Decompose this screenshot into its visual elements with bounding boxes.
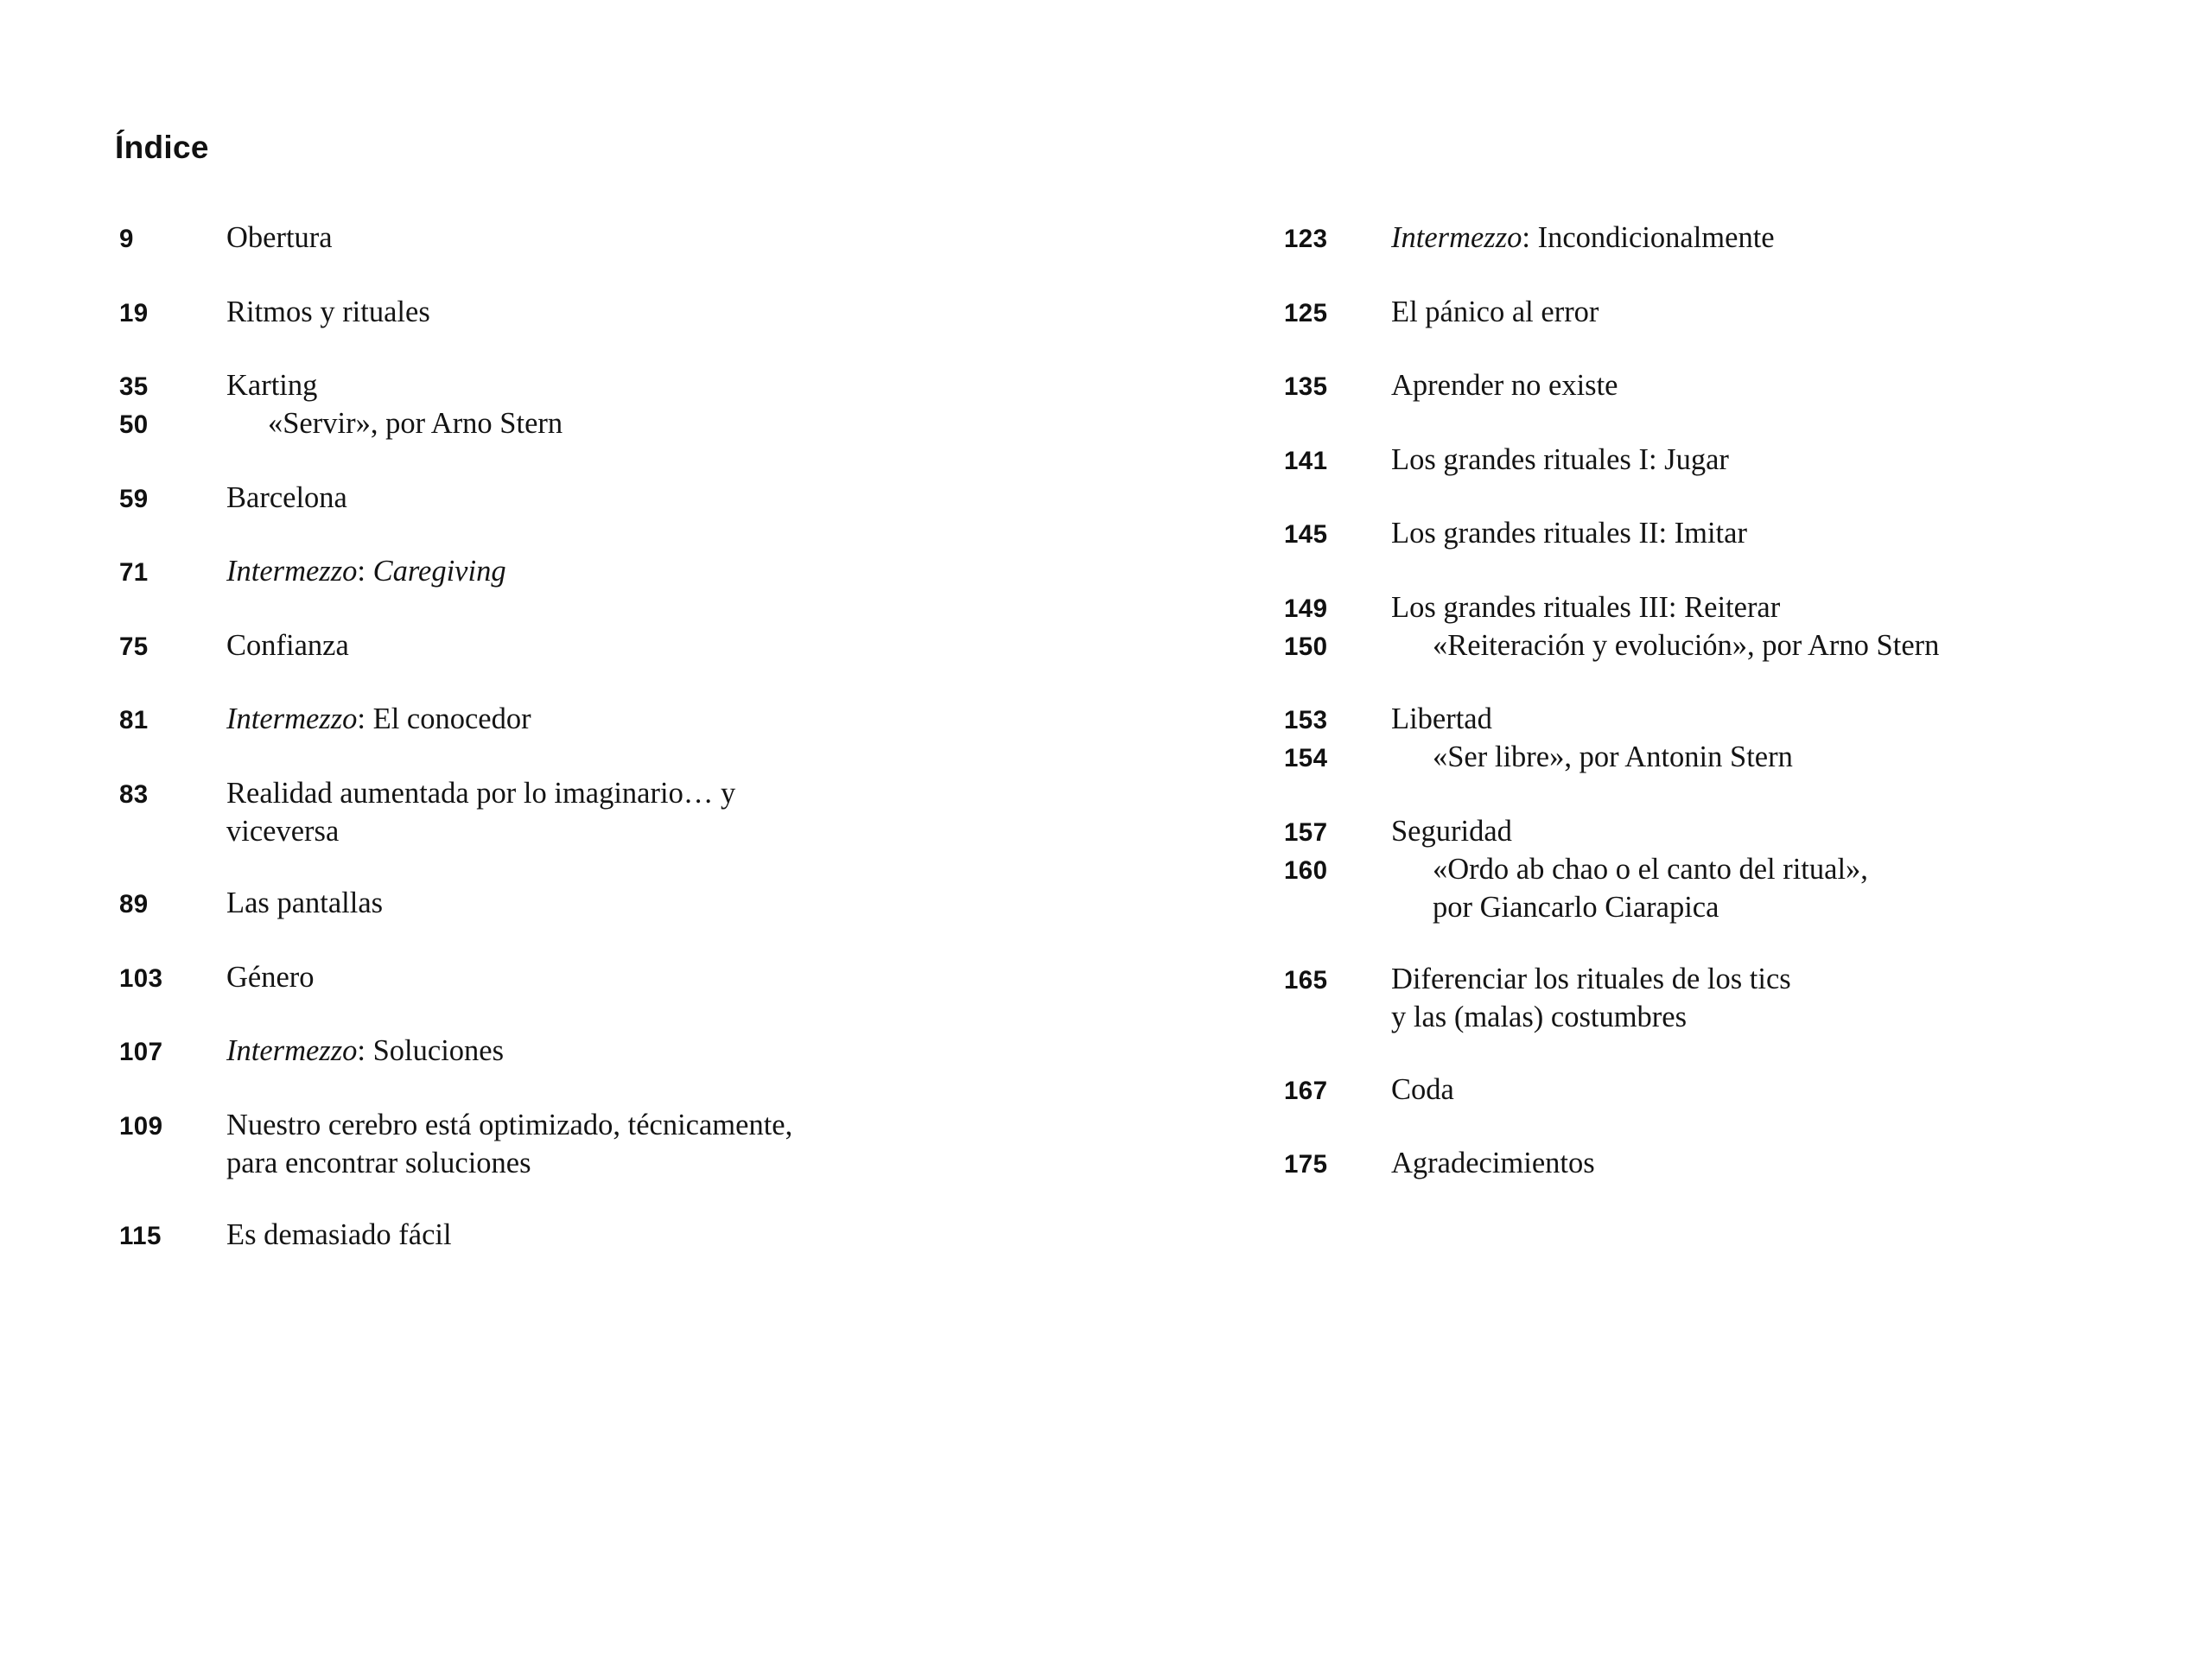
entry-page-number: 19 (119, 298, 149, 327)
entry-title: «Ser libre», por Antonin Stern (1433, 741, 1793, 773)
entry-page-number: 149 (1284, 594, 1328, 623)
toc-entry-block (1284, 961, 2183, 1035)
entry-page-number: 141 (1284, 446, 1328, 475)
entry-title: para encontrar soluciones (226, 1146, 531, 1179)
toc-row (119, 367, 1165, 405)
toc-row (119, 813, 1165, 849)
toc-row (119, 959, 1165, 997)
entry-page-number: 109 (119, 1111, 163, 1141)
entry-title: Es demasiado fácil (226, 1218, 452, 1251)
entry-title: Los grandes rituales I: Jugar (1391, 442, 1729, 476)
toc-entry-block (119, 294, 1165, 332)
entry-page-number: 115 (119, 1222, 162, 1250)
toc-column-right (1284, 219, 2183, 1219)
entry-page-number: 50 (119, 410, 149, 439)
toc-entry-block (1284, 442, 2183, 480)
toc-row (1284, 367, 2183, 405)
entry-page-number: 35 (119, 372, 149, 401)
entry-title: y las (malas) costumbres (1391, 1001, 1688, 1033)
entry-title: Aprender no existe (1391, 369, 1618, 402)
toc-entry-block (119, 1033, 1165, 1071)
toc-entry-block (1284, 1145, 2183, 1183)
entry-title: viceversa (226, 814, 340, 848)
page-title: Índice (115, 129, 209, 165)
entry-page-number: 125 (1284, 298, 1328, 327)
toc-row (119, 1107, 1165, 1145)
entry-title: «Reiteración y evolución», por Arno Stern (1433, 628, 1940, 662)
entry-title: Los grandes rituales III: Reiterar (1391, 590, 1781, 624)
toc-entry-block (119, 885, 1165, 923)
entry-page-number: 175 (1284, 1150, 1328, 1179)
entry-title: Intermezzo: Incondicionalmente (1391, 221, 1775, 254)
toc-row (119, 480, 1165, 518)
toc-row (1284, 219, 2183, 257)
toc-entry-block (1284, 294, 2183, 332)
entry-page-number: 145 (1284, 520, 1328, 549)
entry-title: Confianza (226, 628, 349, 662)
entry-title: Agradecimientos (1391, 1147, 1595, 1179)
entry-page-number: 167 (1284, 1076, 1328, 1105)
toc-row (119, 1217, 1165, 1255)
entry-title: Intermezzo: El conocedor (226, 702, 531, 735)
toc-entry-block (119, 775, 1165, 849)
toc-row (119, 405, 1165, 443)
entry-page-number: 154 (1284, 744, 1328, 772)
entry-page-number: 160 (1284, 855, 1328, 885)
entry-title: Obertura (226, 221, 333, 254)
toc-row (119, 1033, 1165, 1071)
entry-title: Ritmos y rituales (226, 295, 430, 328)
entry-title: El pánico al error (1391, 295, 1599, 328)
toc-entry-block (119, 553, 1165, 591)
toc-row (119, 1145, 1165, 1181)
entry-page-number: 75 (119, 632, 149, 661)
toc-entry-block (119, 480, 1165, 518)
entry-title: Nuestro cerebro está optimizado, técnicamente, (226, 1108, 793, 1141)
entry-page-number: 157 (1284, 817, 1328, 847)
toc-row (1284, 1145, 2183, 1183)
toc-entry-block (1284, 219, 2183, 257)
toc-row (1284, 999, 2183, 1035)
toc-row (1284, 961, 2183, 999)
toc-row (119, 294, 1165, 332)
toc-entry-block (1284, 813, 2183, 925)
entry-page-number: 135 (1284, 372, 1328, 401)
entry-page-number: 150 (1284, 632, 1328, 661)
entry-title: «Ordo ab chao o el canto del ritual», (1433, 852, 1868, 886)
toc-row (1284, 294, 2183, 332)
entry-page-number: 83 (119, 779, 149, 809)
entry-title: Realidad aumentada por lo imaginario… y (226, 776, 736, 810)
toc-entry-block (119, 959, 1165, 997)
entry-title: Intermezzo: Soluciones (226, 1034, 505, 1067)
toc-entry-block (119, 219, 1165, 257)
toc-row (119, 553, 1165, 591)
toc-row (1284, 515, 2183, 553)
toc-entry-block (1284, 701, 2183, 777)
toc-row (1284, 851, 2183, 889)
entry-page-number: 165 (1284, 966, 1328, 995)
toc-row (1284, 589, 2183, 627)
entry-page-number: 153 (1284, 706, 1328, 734)
toc-entry-block (1284, 515, 2183, 553)
entry-page-number: 59 (119, 484, 149, 513)
toc-entry-block (1284, 1071, 2183, 1109)
entry-title: Las pantallas (226, 887, 384, 919)
toc-entry-block (119, 627, 1165, 665)
toc-row (119, 775, 1165, 813)
entry-title: Karting (226, 369, 318, 402)
entry-title: Libertad (1391, 702, 1492, 735)
toc-row (119, 219, 1165, 257)
entry-page-number: 103 (119, 963, 163, 993)
toc-entry-block (119, 367, 1165, 443)
entry-title: Los grandes rituales II: Imitar (1391, 517, 1747, 550)
toc-row (1284, 889, 2183, 925)
toc-row (1284, 739, 2183, 777)
entry-title: Coda (1391, 1072, 1454, 1106)
entry-page-number: 107 (119, 1038, 163, 1066)
toc-row (1284, 627, 2183, 665)
toc-entry-block (1284, 367, 2183, 405)
toc-entry-block (119, 1217, 1165, 1255)
entry-title: Barcelona (226, 480, 347, 514)
toc-row (119, 885, 1165, 923)
entry-title: «Servir», por Arno Stern (268, 407, 563, 440)
toc-row (1284, 813, 2183, 851)
entry-title: Seguridad (1391, 814, 1512, 848)
toc-column-left (119, 219, 1165, 1291)
entry-page-number: 71 (119, 558, 149, 587)
entry-page-number: 123 (1284, 225, 1328, 253)
entry-title: Intermezzo: Caregiving (226, 555, 506, 588)
toc-row (119, 627, 1165, 665)
toc-entry-block (119, 1107, 1165, 1181)
entry-page-number: 89 (119, 890, 149, 918)
entry-title: por Giancarlo Ciarapica (1433, 890, 1719, 924)
toc-entry-block (119, 701, 1165, 739)
toc-row (1284, 701, 2183, 739)
toc-entry-block (1284, 589, 2183, 665)
toc-row (119, 701, 1165, 739)
entry-page-number: 81 (119, 706, 149, 734)
entry-title: Diferenciar los rituales de los tics (1391, 963, 1791, 995)
toc-row (1284, 442, 2183, 480)
entry-title: Género (226, 960, 315, 994)
entry-page-number: 9 (119, 225, 134, 253)
toc-row (1284, 1071, 2183, 1109)
